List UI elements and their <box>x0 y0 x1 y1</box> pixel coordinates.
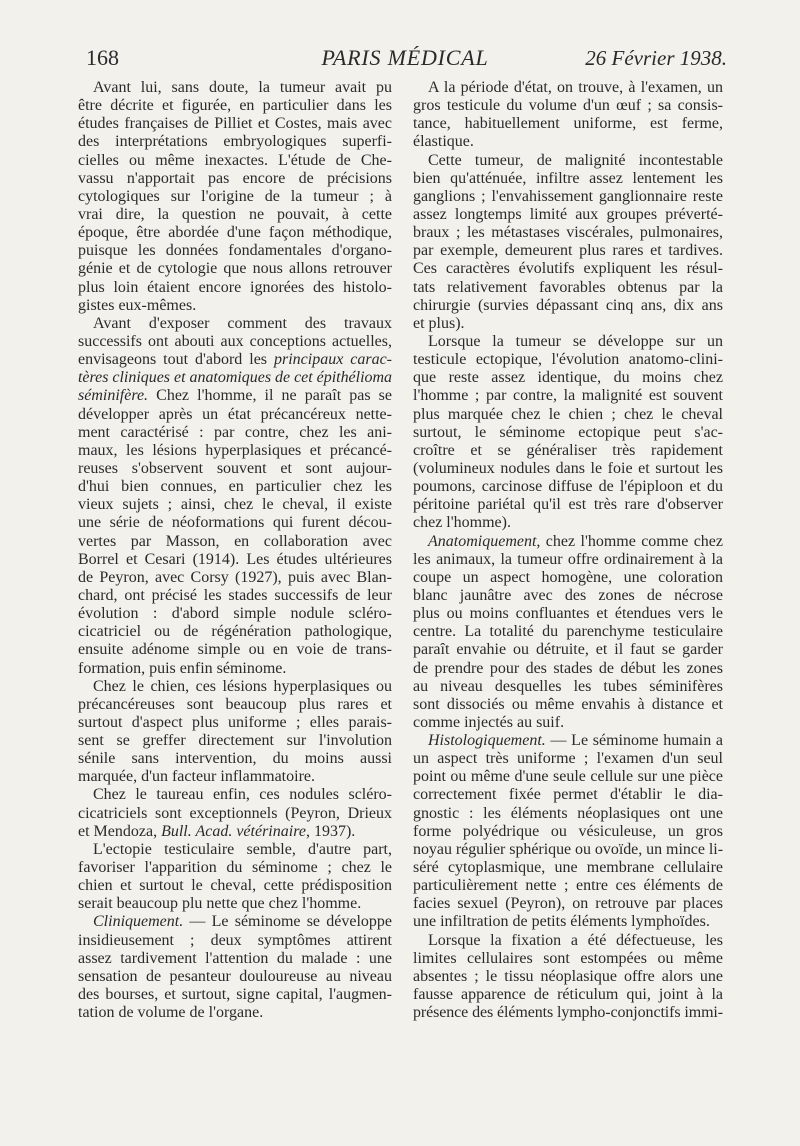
text-line <box>413 224 723 242</box>
italic-run: Histologiquement. <box>428 732 546 750</box>
mixed-text-run <box>78 387 392 404</box>
text-run: Avant d'exposer comment des travaux <box>93 314 392 332</box>
left-column <box>78 79 392 1022</box>
text-run: vrai dire, la question ne pouvait, à cette <box>78 205 392 223</box>
paragraph <box>413 79 723 152</box>
text-line <box>78 533 392 551</box>
text-line <box>413 115 723 133</box>
text-line <box>78 97 392 115</box>
text-line <box>78 279 392 297</box>
text-run: tation de volume de l'organe. <box>78 1004 264 1022</box>
text-line <box>413 297 723 315</box>
italic-run: principaux carac- <box>273 351 392 369</box>
text-line <box>78 768 392 786</box>
text-run: paraît envahie ou détruite, et il faut se garder <box>413 641 723 659</box>
text-line <box>78 660 392 678</box>
italic-run: séminifère. <box>78 387 149 405</box>
text-run: Lorsque la fixation a été défectueuse, les <box>428 931 723 949</box>
mixed-text-run <box>428 732 723 749</box>
text-line <box>78 315 392 333</box>
text-line <box>413 877 723 895</box>
text-line <box>78 260 392 278</box>
text-line <box>413 950 723 968</box>
text-line <box>78 587 392 605</box>
mixed-text-run <box>428 533 723 550</box>
text-run: gistes eux-mêmes. <box>78 296 197 314</box>
text-run: Lorsque la tumeur se développe sur un <box>428 332 723 350</box>
text-line <box>78 133 392 151</box>
text-run: surtout d'aspect plus uniforme ; elles parais- <box>78 713 392 731</box>
paragraph <box>78 315 392 678</box>
text-line <box>78 188 392 206</box>
text-line <box>78 968 392 986</box>
text-run: forme polyédrique ou vésiculeuse, un gros <box>413 822 723 840</box>
text-run: élastique. <box>413 133 474 151</box>
text-run: cicatriciels sont exceptionnels (Peyron, Drieux <box>78 804 392 822</box>
text-line <box>413 660 723 678</box>
text-line <box>413 424 723 442</box>
text-run: , 1937). <box>305 822 356 840</box>
text-run: vassu n'apportait pas encore de précisions <box>78 169 392 187</box>
mixed-text-run <box>78 351 392 368</box>
text-run: correctement fixée permet d'établir le dia- <box>413 786 723 804</box>
text-line <box>78 696 392 714</box>
text-run: d'hui bien connues, en particulier chez les <box>78 478 392 496</box>
text-run: Borrel et Cesari (1914). Les études ultérieures <box>78 550 392 568</box>
text-run: comme injectés au suif. <box>413 713 565 731</box>
text-line <box>78 79 392 97</box>
text-line <box>78 877 392 895</box>
text-run: reuses s'observent souvent et sont aujour- <box>78 459 392 477</box>
text-run: plus loin étaient encore ignorées des histolo- <box>78 278 392 296</box>
mixed-text-run <box>78 823 355 840</box>
text-line <box>413 823 723 841</box>
journal-title: PARIS MÉDICAL <box>321 45 489 70</box>
text-run: chez l'homme). <box>413 514 511 532</box>
text-line <box>413 605 723 623</box>
text-line <box>78 242 392 260</box>
text-run: cytologiques sur l'origine de la tumeur ; à <box>78 187 392 205</box>
text-run: A la période d'état, on trouve, à l'examen, un <box>428 79 723 96</box>
paragraph <box>78 678 392 787</box>
text-line <box>413 786 723 804</box>
text-run: sont dissociés ou même envahis à distance et <box>413 695 723 713</box>
text-line <box>78 224 392 242</box>
text-line <box>413 841 723 859</box>
text-line <box>78 115 392 133</box>
text-line <box>413 79 723 97</box>
text-line <box>78 1004 392 1022</box>
text-line <box>413 805 723 823</box>
text-line <box>78 514 392 532</box>
text-run: gros testicule du volume d'un œuf ; sa consis- <box>413 97 723 115</box>
text-line <box>413 986 723 1004</box>
text-line <box>413 369 723 387</box>
paragraph <box>78 841 392 914</box>
text-line <box>78 750 392 768</box>
text-run: favoriser l'apparition du séminome ; chez le <box>78 859 392 877</box>
text-run: bien qu'atténuée, infiltre assez lentement les <box>413 169 723 187</box>
text-line <box>78 641 392 659</box>
text-line <box>413 641 723 659</box>
text-run: vieux sujets ; ainsi, chez le cheval, il existe <box>78 496 392 514</box>
text-run: facies sexuel (Peyron), on retrouve par places <box>413 895 723 913</box>
text-run: péritoine pariétal qu'il est très rare d'observer <box>413 496 723 514</box>
text-line <box>413 460 723 478</box>
italic-run: Anatomiquement, <box>428 532 541 550</box>
text-run: Chez le taureau enfin, ces nodules scléro- <box>93 786 392 804</box>
text-run: particulièrement nette ; entre ces éléments de <box>413 877 723 895</box>
text-line <box>78 605 392 623</box>
text-line <box>78 170 392 188</box>
text-run: évolution : d'abord simple nodule scléro- <box>78 605 392 623</box>
text-run: Ces caractères évolutifs expliquent les résul- <box>413 260 723 278</box>
text-run: blanc jaunâtre avec des zones de nécrose <box>413 586 723 604</box>
text-line <box>413 913 723 931</box>
text-run: insidieusement ; deux symptômes attirent <box>78 931 392 949</box>
issue-date: 26 Février 1938. <box>585 46 727 70</box>
text-run: l'homme ; par contre, la malignité est souvent <box>413 387 723 405</box>
text-line <box>413 279 723 297</box>
text-line <box>413 170 723 188</box>
text-run: études françaises de Pilliet et Costes, mais avec <box>78 115 392 133</box>
text-run: surtout, le séminome ectopique peut s'ac- <box>413 423 723 441</box>
text-run: séré cytoplasmique, une membrane cellulaire <box>413 859 723 877</box>
text-run: présence des éléments lympho-conjonctifs immi- <box>413 1004 724 1022</box>
text-line <box>413 206 723 224</box>
text-line <box>78 442 392 460</box>
text-run: plus ou moins confluantes et étendues vers le <box>413 605 723 623</box>
text-line <box>78 333 392 351</box>
text-line <box>413 333 723 351</box>
text-run: génie et de cytologie que nous allons retrouver <box>78 260 392 278</box>
text-run: centre. La totalité du parenchyme testiculaire <box>413 623 723 641</box>
text-run: au niveau desquelles les tubes séminifères <box>413 677 723 695</box>
text-run: chez l'homme comme chez <box>540 532 723 550</box>
text-run: poumons, carcinose diffuse de l'épiploon et du <box>413 478 723 496</box>
text-run: assez tardivement l'attention du malade : une <box>78 949 392 967</box>
text-line <box>413 551 723 569</box>
text-run: ganglions ; l'envahissement ganglionnaire reste <box>413 187 723 205</box>
text-line <box>413 533 723 551</box>
text-run: tats relativement favorables obtenus par la <box>413 278 723 296</box>
text-line <box>413 133 723 151</box>
right-column <box>413 79 723 1022</box>
text-line <box>413 478 723 496</box>
text-run: sent se greffer directement sur l'involution <box>78 732 392 750</box>
text-line <box>78 424 392 442</box>
text-run: noyau régulier sphérique ou ovoïde, un mince li- <box>413 840 723 858</box>
text-line <box>78 351 392 369</box>
text-line <box>78 950 392 968</box>
text-run: ensuite adénome simple ou en voie de trans- <box>78 641 392 659</box>
text-run: par exemple, demeurent plus rares et tardives. <box>413 242 723 260</box>
text-run: sénile sans intervention, du moins aussi <box>78 750 392 768</box>
text-run: absentes ; le tissu néoplasique offre alors une <box>413 967 723 985</box>
paragraph <box>78 79 392 315</box>
text-run: — Le séminome humain a <box>545 732 723 750</box>
text-line <box>78 569 392 587</box>
text-line <box>413 496 723 514</box>
text-run: (volumineux nodules dans le foie et surtout les <box>413 459 723 477</box>
text-line <box>413 260 723 278</box>
paragraph <box>413 732 723 932</box>
text-run: serait beaucoup plu nette que chez l'homme. <box>78 895 362 913</box>
text-run: époque, être abordée d'une façon méthodique, <box>78 224 392 242</box>
text-line <box>413 732 723 750</box>
paragraph <box>413 932 723 1023</box>
text-line <box>78 623 392 641</box>
text-line <box>78 297 392 315</box>
text-run: limites cellulaires sont estompées ou même <box>413 949 723 967</box>
text-line <box>413 932 723 950</box>
text-line <box>78 406 392 424</box>
text-line <box>78 496 392 514</box>
text-run: Cette tumeur, de malignité incontestable <box>428 151 723 169</box>
text-run: chien et surtout le cheval, cette prédisposition <box>78 877 392 895</box>
text-run: Chez le chien, ces lésions hyperplasiques ou <box>93 677 392 695</box>
text-run: une infiltration de petits éléments lymphoïdes. <box>413 913 710 931</box>
text-run: braux ; les métastases viscérales, pulmonaires, <box>413 224 723 242</box>
text-line <box>78 678 392 696</box>
text-line <box>413 895 723 913</box>
text-line <box>413 351 723 369</box>
text-line <box>78 369 392 387</box>
text-run: un aspect très uniforme ; l'examen d'un seul <box>413 750 723 768</box>
text-line <box>78 551 392 569</box>
text-run: les animaux, la tumeur offre ordinairement à la <box>413 550 723 568</box>
text-line <box>413 97 723 115</box>
text-run: que reste assez identique, du moins chez <box>413 369 723 387</box>
text-run: envisageons tout d'abord les <box>78 351 274 369</box>
text-line <box>78 387 392 405</box>
text-run: Avant lui, sans doute, la tumeur avait pu <box>93 79 392 96</box>
mixed-text-run <box>93 913 392 930</box>
italic-run: tères cliniques et anatomiques de cet épithélioma <box>78 369 392 387</box>
text-line <box>78 913 392 931</box>
text-line <box>413 714 723 732</box>
text-run: des interprétations embryologiques superfi- <box>78 133 392 151</box>
text-run: fausse apparence de réticulum qui, joint à la <box>413 986 723 1004</box>
text-line <box>413 387 723 405</box>
text-line <box>413 678 723 696</box>
text-line <box>78 460 392 478</box>
text-run: une série de néoformations qui furent décou- <box>78 514 392 532</box>
text-run: chirurgie (survies dépassant cinq ans, dix ans <box>413 296 723 314</box>
text-line <box>413 315 723 333</box>
text-line <box>413 514 723 532</box>
text-line <box>413 242 723 260</box>
text-line <box>413 442 723 460</box>
text-run: et Mendoza, <box>78 822 162 840</box>
text-line <box>413 768 723 786</box>
text-line <box>78 206 392 224</box>
text-run: maux, les lésions hyperplasiques et précancé- <box>78 441 392 459</box>
text-run: formation, puis enfin séminome. <box>78 659 287 677</box>
text-run: chard, ont précisé les stades successifs de leur <box>78 586 392 604</box>
text-line <box>78 859 392 877</box>
text-run: — Le séminome se développe <box>183 913 392 931</box>
text-line <box>413 152 723 170</box>
text-run: testicule ectopique, l'évolution anatomo-clini- <box>413 351 723 369</box>
text-line <box>78 478 392 496</box>
text-run: être décrite et figurée, en particulier dans les <box>78 97 392 115</box>
text-run: plus marquée chez le chien ; chez le cheval <box>413 405 723 423</box>
text-run: développer après un état précancéreux nette- <box>78 405 392 423</box>
text-run: puisque les données fondamentales d'organo- <box>78 242 392 260</box>
text-line <box>78 152 392 170</box>
text-run: ment caractérisé : par contre, chez les ani- <box>78 423 392 441</box>
text-run: assez longtemps limité aux groupes préverté- <box>413 205 723 223</box>
text-line <box>78 714 392 732</box>
italic-run: Bull. Acad. vétérinaire <box>161 822 306 840</box>
text-line <box>413 696 723 714</box>
text-line <box>78 986 392 1004</box>
text-line <box>413 569 723 587</box>
mixed-text-run <box>78 369 392 386</box>
text-run: de prendre pour des stades de début les zones <box>413 659 723 677</box>
paragraph <box>78 786 392 840</box>
text-line <box>78 732 392 750</box>
text-line <box>413 968 723 986</box>
text-run: sensation de pesanteur douloureuse au niveau <box>78 967 392 985</box>
text-run: croître et se généraliser très rapidement <box>413 441 723 459</box>
italic-run: Cliniquement. <box>93 913 184 931</box>
text-line <box>78 786 392 804</box>
text-line <box>413 623 723 641</box>
text-run: vertes par Masson, en collaboration avec <box>78 532 392 550</box>
text-run: marquée, d'un facteur inflammatoire. <box>78 768 315 786</box>
text-line <box>413 750 723 768</box>
text-run: des bourses, et surtout, signe capital, l'augmen- <box>78 986 392 1004</box>
text-run: et plus). <box>413 314 465 332</box>
text-line <box>78 823 392 841</box>
text-run: gnostic : les éléments néoplasiques ont une <box>413 804 723 822</box>
text-line <box>413 406 723 424</box>
text-line <box>78 805 392 823</box>
text-run: cielles ou même inexactes. L'étude de Che- <box>78 151 392 169</box>
text-run: cicatriciel ou de régénération pathologique, <box>78 623 392 641</box>
paragraph <box>413 152 723 333</box>
text-line <box>78 895 392 913</box>
text-run: L'ectopie testiculaire semble, d'autre part, <box>93 840 392 858</box>
paragraph <box>413 333 723 533</box>
text-line <box>413 188 723 206</box>
text-run: de Peyron, avec Corsy (1927), puis avec Blan- <box>78 568 392 586</box>
text-run: successifs ont abouti aux conceptions actuelles, <box>78 332 392 350</box>
text-run: point ou même d'une seule cellule sur une pièce <box>413 768 723 786</box>
paragraph <box>78 913 392 1022</box>
text-line <box>413 1004 723 1022</box>
text-line <box>78 932 392 950</box>
text-line <box>413 859 723 877</box>
paragraph <box>413 533 723 733</box>
page-number: 168 <box>86 45 119 70</box>
text-line <box>78 841 392 859</box>
text-run: tance, habituellement uniforme, est ferme, <box>413 115 723 133</box>
text-run: précancéreuses sont beaucoup plus rares et <box>78 695 392 713</box>
text-run: Chez l'homme, il ne paraît pas se <box>148 387 392 405</box>
text-run: coupe un aspect homogène, une coloration <box>413 568 723 586</box>
text-line <box>413 587 723 605</box>
